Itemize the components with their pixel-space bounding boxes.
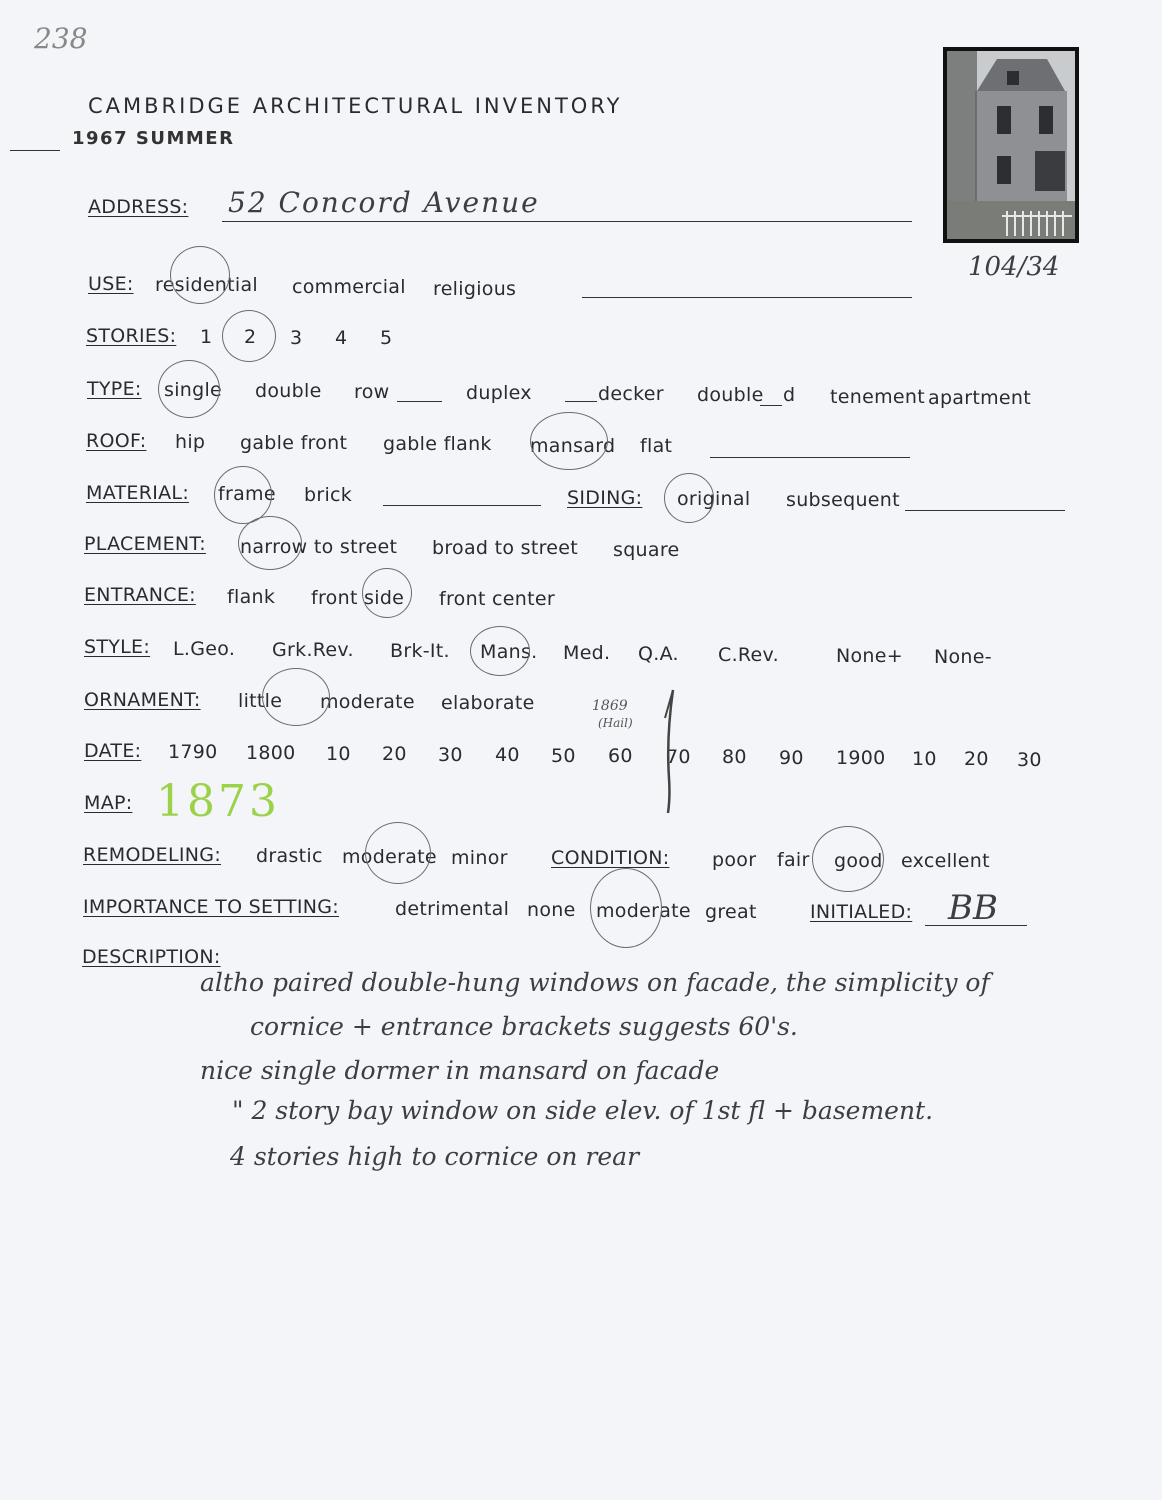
type-double: double bbox=[255, 380, 322, 402]
stories-3: 3 bbox=[290, 327, 303, 349]
description-line: 4 stories high to cornice on rear bbox=[230, 1142, 640, 1171]
roof-hip: hip bbox=[175, 431, 206, 453]
type-d: d bbox=[783, 384, 796, 406]
condition-good: good bbox=[834, 850, 883, 872]
siding-original: original bbox=[677, 488, 751, 510]
condition-poor: poor bbox=[712, 849, 757, 871]
date-1800: 1800 bbox=[246, 742, 296, 764]
date-label: DATE: bbox=[84, 740, 142, 762]
type-tenement: tenement bbox=[830, 386, 925, 408]
date-1900: 1900 bbox=[836, 747, 886, 769]
importance-great: great bbox=[705, 901, 757, 923]
date-50: 50 bbox=[551, 745, 576, 767]
circle-mark bbox=[170, 246, 230, 304]
circle-mark bbox=[530, 412, 608, 470]
importance-none: none bbox=[527, 899, 576, 921]
use-label: USE: bbox=[88, 273, 134, 295]
circle-mark bbox=[812, 826, 884, 892]
date-note: 1869 bbox=[592, 698, 628, 714]
style-grkrev: Grk.Rev. bbox=[272, 639, 354, 661]
description-line: cornice + entrance brackets suggests 60's. bbox=[250, 1012, 798, 1041]
address-label: ADDRESS: bbox=[88, 196, 189, 218]
remodeling-label: REMODELING: bbox=[83, 844, 222, 866]
circle-mark bbox=[365, 822, 431, 884]
importance-label: IMPORTANCE TO SETTING: bbox=[83, 896, 339, 918]
use-commercial: commercial bbox=[292, 276, 406, 298]
date-10b: 10 bbox=[912, 748, 937, 770]
ornament-little: little bbox=[238, 690, 283, 712]
placement-narrow: narrow to street bbox=[240, 536, 398, 558]
style-none-plus: None+ bbox=[836, 645, 903, 667]
type-apartment: apartment bbox=[928, 387, 1031, 409]
ornament-elaborate: elaborate bbox=[441, 692, 535, 714]
circle-mark bbox=[214, 466, 272, 524]
style-brkit: Brk-It. bbox=[390, 640, 450, 662]
ornament-label: ORNAMENT: bbox=[84, 689, 201, 711]
date-20: 20 bbox=[382, 743, 407, 765]
reference-number: 238 bbox=[34, 22, 88, 55]
material-frame: frame bbox=[218, 483, 276, 505]
description-line: nice single dormer in mansard on facade bbox=[200, 1056, 720, 1085]
initialed-label: INITIALED: bbox=[810, 901, 913, 923]
roof-flat: flat bbox=[640, 435, 673, 457]
style-lgeo: L.Geo. bbox=[173, 638, 236, 660]
remodeling-moderate: moderate bbox=[342, 846, 437, 868]
date-70: 70 bbox=[666, 746, 691, 768]
house-illustration bbox=[947, 51, 1075, 239]
entrance-front-side: front side bbox=[311, 587, 405, 609]
siding-subsequent: subsequent bbox=[786, 489, 900, 511]
type-label: TYPE: bbox=[87, 378, 142, 400]
stories-2: 2 bbox=[244, 326, 257, 348]
placement-square: square bbox=[613, 539, 680, 561]
stories-4: 4 bbox=[335, 327, 348, 349]
survey-label: 1967 SUMMER bbox=[72, 128, 235, 149]
style-med: Med. bbox=[563, 642, 611, 664]
type-decker: decker bbox=[598, 383, 664, 405]
condition-fair: fair bbox=[777, 849, 810, 871]
circle-mark bbox=[362, 568, 412, 618]
date-10: 10 bbox=[326, 743, 351, 765]
type-row: row bbox=[354, 381, 390, 403]
material-label: MATERIAL: bbox=[86, 482, 190, 504]
roof-mansard: mansard bbox=[530, 435, 616, 457]
form-title: CAMBRIDGE ARCHITECTURAL INVENTORY bbox=[88, 94, 623, 118]
circle-mark bbox=[590, 868, 662, 948]
date-60: 60 bbox=[608, 745, 633, 767]
material-brick: brick bbox=[304, 484, 353, 506]
condition-excellent: excellent bbox=[901, 850, 990, 872]
date-20b: 20 bbox=[964, 748, 989, 770]
siding-label: SIDING: bbox=[567, 487, 643, 509]
date-marker-stroke bbox=[655, 688, 685, 818]
map-label: MAP: bbox=[84, 792, 133, 814]
date-note-hail: (Hail) bbox=[598, 716, 633, 730]
circle-mark bbox=[238, 516, 302, 570]
map-year: 1873 bbox=[156, 776, 280, 827]
description-label: DESCRIPTION: bbox=[82, 946, 221, 968]
type-double-d: double bbox=[697, 384, 764, 406]
style-mans: Mans. bbox=[480, 641, 538, 663]
date-40: 40 bbox=[495, 744, 520, 766]
placement-label: PLACEMENT: bbox=[84, 533, 206, 555]
date-30: 30 bbox=[438, 744, 463, 766]
circle-mark bbox=[222, 310, 276, 362]
date-1790: 1790 bbox=[168, 741, 218, 763]
use-religious: religious bbox=[433, 278, 517, 300]
importance-detrimental: detrimental bbox=[395, 898, 510, 920]
building-photo bbox=[943, 47, 1079, 243]
roof-gable-front: gable front bbox=[240, 432, 348, 454]
importance-moderate: moderate bbox=[596, 900, 691, 922]
entrance-label: ENTRANCE: bbox=[84, 584, 196, 606]
entrance-flank: flank bbox=[227, 586, 276, 608]
placement-broad: broad to street bbox=[432, 537, 579, 559]
stories-1: 1 bbox=[200, 326, 213, 348]
date-90: 90 bbox=[779, 747, 804, 769]
circle-mark bbox=[470, 626, 530, 676]
address-value: 52 Concord Avenue bbox=[228, 186, 540, 219]
stories-5: 5 bbox=[380, 327, 393, 349]
style-label: STYLE: bbox=[84, 636, 151, 658]
style-crev: C.Rev. bbox=[718, 644, 779, 666]
circle-mark bbox=[664, 473, 714, 523]
type-single: single bbox=[164, 379, 223, 401]
condition-label: CONDITION: bbox=[551, 847, 670, 869]
ornament-moderate: moderate bbox=[320, 691, 415, 713]
circle-mark bbox=[262, 668, 330, 726]
description-line: altho paired double-hung windows on facade, the simplicity of bbox=[200, 968, 990, 997]
remodeling-minor: minor bbox=[451, 847, 508, 869]
date-80: 80 bbox=[722, 746, 747, 768]
remodeling-drastic: drastic bbox=[256, 845, 323, 867]
description-line: " 2 story bay window on side elev. of 1st fl + basement. bbox=[232, 1096, 934, 1125]
circle-mark bbox=[158, 360, 223, 418]
roof-gable-flank: gable flank bbox=[383, 433, 492, 455]
entrance-front-center: front center bbox=[439, 588, 555, 610]
photo-ref: 104/34 bbox=[968, 252, 1060, 282]
style-qa: Q.A. bbox=[638, 643, 679, 665]
initialed-value: BB bbox=[948, 888, 998, 928]
roof-label: ROOF: bbox=[86, 430, 147, 452]
style-none-minus: None- bbox=[934, 646, 992, 668]
date-30b: 30 bbox=[1017, 749, 1042, 771]
stories-label: STORIES: bbox=[86, 325, 177, 347]
use-residential: residential bbox=[155, 274, 259, 296]
type-duplex: duplex bbox=[466, 382, 532, 404]
